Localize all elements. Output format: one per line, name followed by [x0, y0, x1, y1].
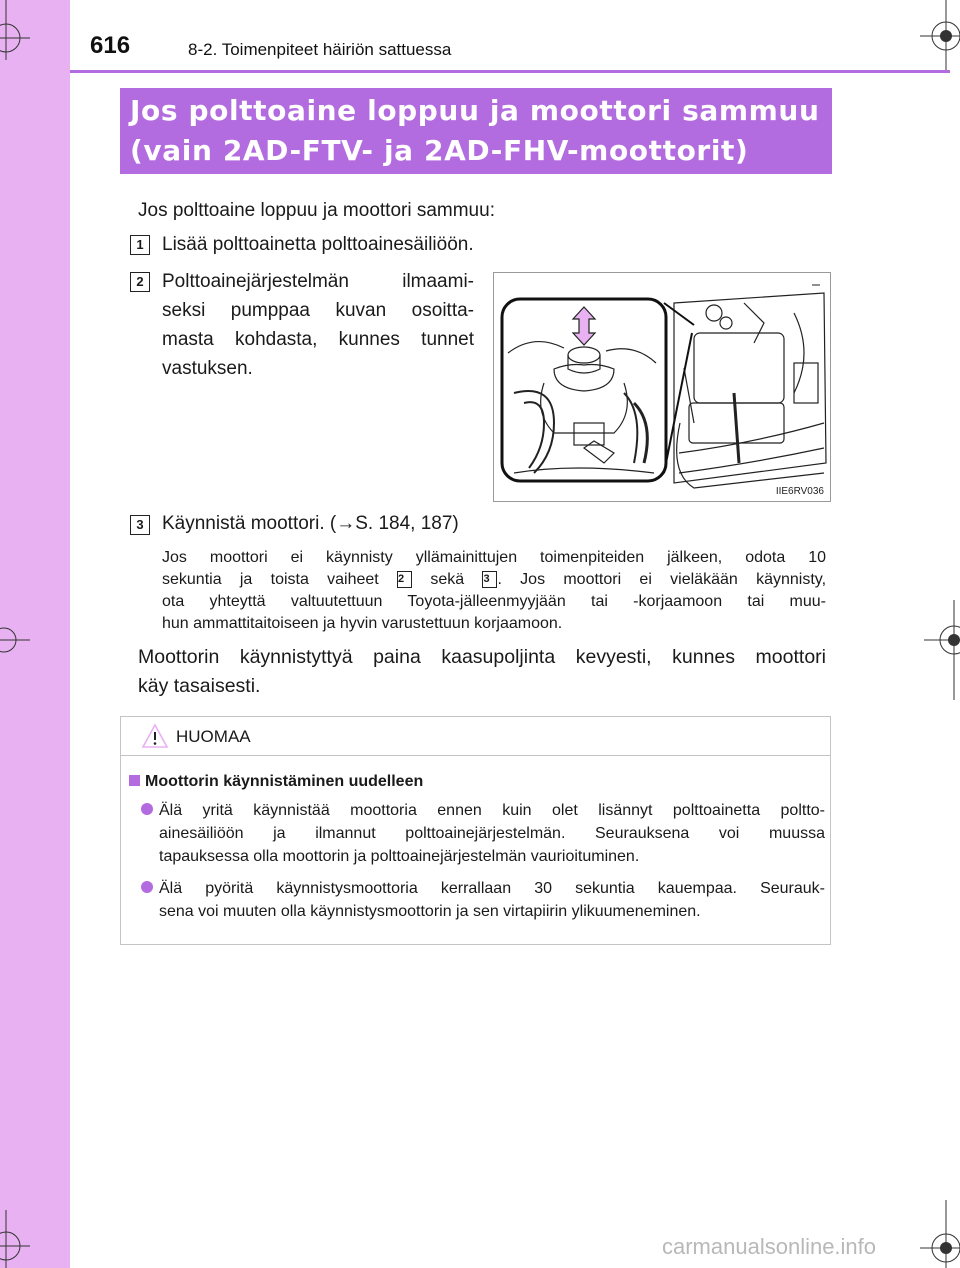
engine-bay-illustration	[493, 272, 831, 502]
crop-mark-bottom-right	[920, 1200, 960, 1268]
crop-mark-bottom-left	[0, 1210, 30, 1268]
bullet-1-line-3: tapauksessa olla moottorin ja polttoainejärjestelmän vaurioituminen.	[159, 848, 640, 865]
watermark: carmanualsonline.info	[662, 1234, 877, 1259]
step-number-1: 1	[130, 235, 150, 255]
after-line-1: Moottorin käynnistyttyä paina kaasupoljinta kevyesti, kunnes moottori	[138, 646, 826, 668]
round-bullet-icon	[141, 803, 153, 815]
heading-banner	[120, 88, 832, 174]
notice-subheading-text: Moottorin käynnistäminen uudelleen	[145, 773, 424, 790]
note-line-4: hun ammattitaitoiseen ja hyvin varustettuun korjaamoon.	[162, 615, 563, 632]
note-line-3: ota yhteyttä valtuutettuun Toyota-jälleenmyyjään tai -korjaamoon tai muu-	[162, 593, 826, 610]
bullet-2-line-1: Älä pyöritä käynnistysmoottoria kerrallaan 30 sekuntia kauempaa. Seurauk-	[159, 880, 825, 897]
note-line-2-b: sekä	[430, 571, 465, 588]
crop-mark-top-right	[920, 0, 960, 70]
bullet-1-line-2: ainesäiliöön ja ilmannut polttoainejärjestelmän. Seurauksena voi muussa	[159, 825, 825, 842]
step-ref-3: 3	[482, 571, 497, 588]
crop-mark-mid-right	[924, 600, 960, 700]
notice-box	[120, 716, 831, 945]
step-3-text: Käynnistä moottori. (→S. 184, 187)	[162, 513, 459, 534]
crop-mark-top-left	[0, 0, 30, 60]
section-title: 8-2. Toimenpiteet häiriön sattuessa	[188, 40, 452, 59]
crop-mark-mid-left	[0, 620, 30, 660]
step-2-line-3: masta kohdasta, kunnes tunnet	[162, 329, 474, 350]
step-2-line-4: vastuksen.	[162, 358, 253, 379]
fuel-pump-priming-drawing	[494, 273, 830, 501]
after-line-2: käy tasaisesti.	[138, 675, 261, 697]
heading-line-2: (vain 2AD-FTV- ja 2AD-FHV-moottorit)	[130, 134, 749, 167]
note-line-2-a: sekuntia ja toista vaiheet	[162, 571, 379, 588]
figure-code: IIE6RV036	[775, 486, 824, 497]
bullet-2-line-2: sena voi muuten olla käynnistysmoottorin ja sen virtapiirin ylikuumeneminen.	[159, 903, 701, 920]
notice-subheading	[129, 773, 423, 791]
warning-triangle-icon	[141, 723, 169, 749]
square-bullet-icon	[129, 775, 140, 786]
notice-title: HUOMAA	[176, 727, 251, 746]
step-2-line-1: Polttoainejärjestelmän ilmaami-	[162, 271, 474, 292]
note-line-2-c: . Jos moottori ei vieläkään käynnisty,	[497, 571, 827, 588]
note-line-2	[162, 569, 826, 591]
step-number-3: 3	[130, 515, 150, 535]
step-ref-2: 2	[397, 571, 412, 588]
step-2-line-2: seksi pumppaa kuvan osoitta-	[162, 300, 474, 321]
step-number-2: 2	[130, 272, 150, 292]
page-number: 616	[90, 32, 131, 59]
round-bullet-icon	[141, 881, 153, 893]
notice-bullet-1	[141, 799, 825, 868]
intro-text: Jos polttoaine loppuu ja moottori sammuu:	[138, 200, 495, 221]
step-1-text: Lisää polttoainetta polttoainesäiliöön.	[162, 234, 474, 255]
note-line-1: Jos moottori ei käynnisty yllämainittujen toimenpiteiden jälkeen, odota 10	[162, 549, 826, 566]
heading-line-1: Jos polttoaine loppuu ja moottori sammuu	[130, 94, 820, 127]
header-rule	[70, 70, 950, 73]
notice-header	[121, 717, 830, 756]
notice-bullet-2	[141, 877, 825, 923]
bullet-1-line-1: Älä yritä käynnistää moottoria ennen kuin olet lisännyt polttoainetta poltto-	[159, 802, 825, 819]
